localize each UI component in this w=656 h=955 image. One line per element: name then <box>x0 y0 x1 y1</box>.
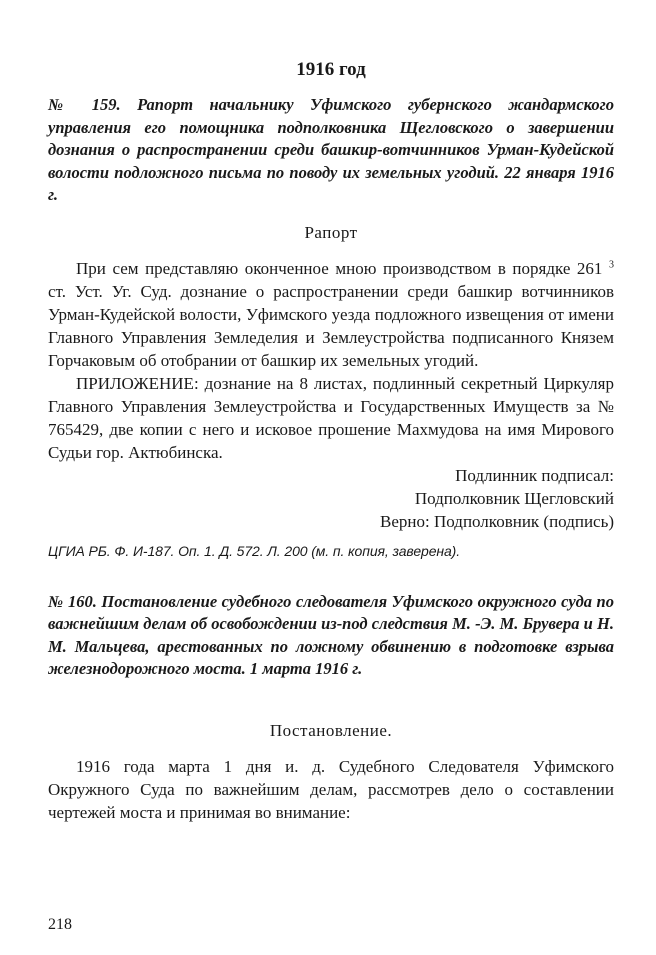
raport-heading: Рапорт <box>304 222 358 242</box>
raport-paragraph-1-text-b: ст. Уст. Уг. Суд. дознание о распространении среди башкир вотчинников Урман-Кудейской волости, Уфимского уезда подложного извещения от имени Главного Управления Земледелия и Землеустройства подписанного Князем Горчаковым об отобрании от башкир их земельных угодий. <box>48 281 614 370</box>
document-159-title: № 159. Рапорт начальнику Уфимского губернского жандармского управления его помощника подполковника Щегловского о завершении дознания о распространении среди башкир-вотчинников Урман-Кудейской волости подложного письма по поводу их земельных угодий. 22 января 1916 г. <box>48 95 614 204</box>
postanovlenie-paragraph-1: 1916 года марта 1 дня и. д. Судебного Следователя Уфимского Окружного Суда по важнейшим делам, рассмотрев дело о составлении чертежей моста и принимая во внимание: <box>48 756 614 822</box>
signature-name: Подполковник Щегловский <box>414 488 614 508</box>
signature-certified: Верно: Подполковник (подпись) <box>380 511 614 531</box>
signature-original-signed: Подлинник подписал: <box>455 465 614 485</box>
raport-paragraph-1 <box>48 257 614 372</box>
article-superscript: 3 <box>609 258 614 270</box>
document-page <box>48 58 614 824</box>
document-160-title: № 160. Постановление судебного следователя Уфимского окружного суда по важнейшим делам об освобождении из-под следствия М. -Э. М. Брувера и Н. М. Мальцева, арестованных по ложному обвинению в подготовке взрыва железнодорожного моста. 1 марта 1916 г. <box>48 591 614 678</box>
spacer <box>48 561 614 591</box>
raport-paragraph-1-text-a: При сем представляю оконченное мною производством в порядке 261 <box>76 258 609 278</box>
postanovlenie-heading: Постановление. <box>269 720 393 740</box>
page-number: 218 <box>48 916 72 933</box>
archive-source-reference: ЦГИА РБ. Ф. И-187. Оп. 1. Д. 572. Л. 200 (м. п. копия, заверена). <box>48 542 461 559</box>
year-heading: 1916 год <box>296 59 366 80</box>
raport-attachment-paragraph: ПРИЛОЖЕНИЕ: дознание на 8 листах, подлинный секретный Циркуляр Главного Управления Землеустройства и Государственных Имуществ за № 765429, две копии с него и исковое прошение Махмудова на имя Мирового Судьи гор. Актюбинска. <box>48 373 614 462</box>
